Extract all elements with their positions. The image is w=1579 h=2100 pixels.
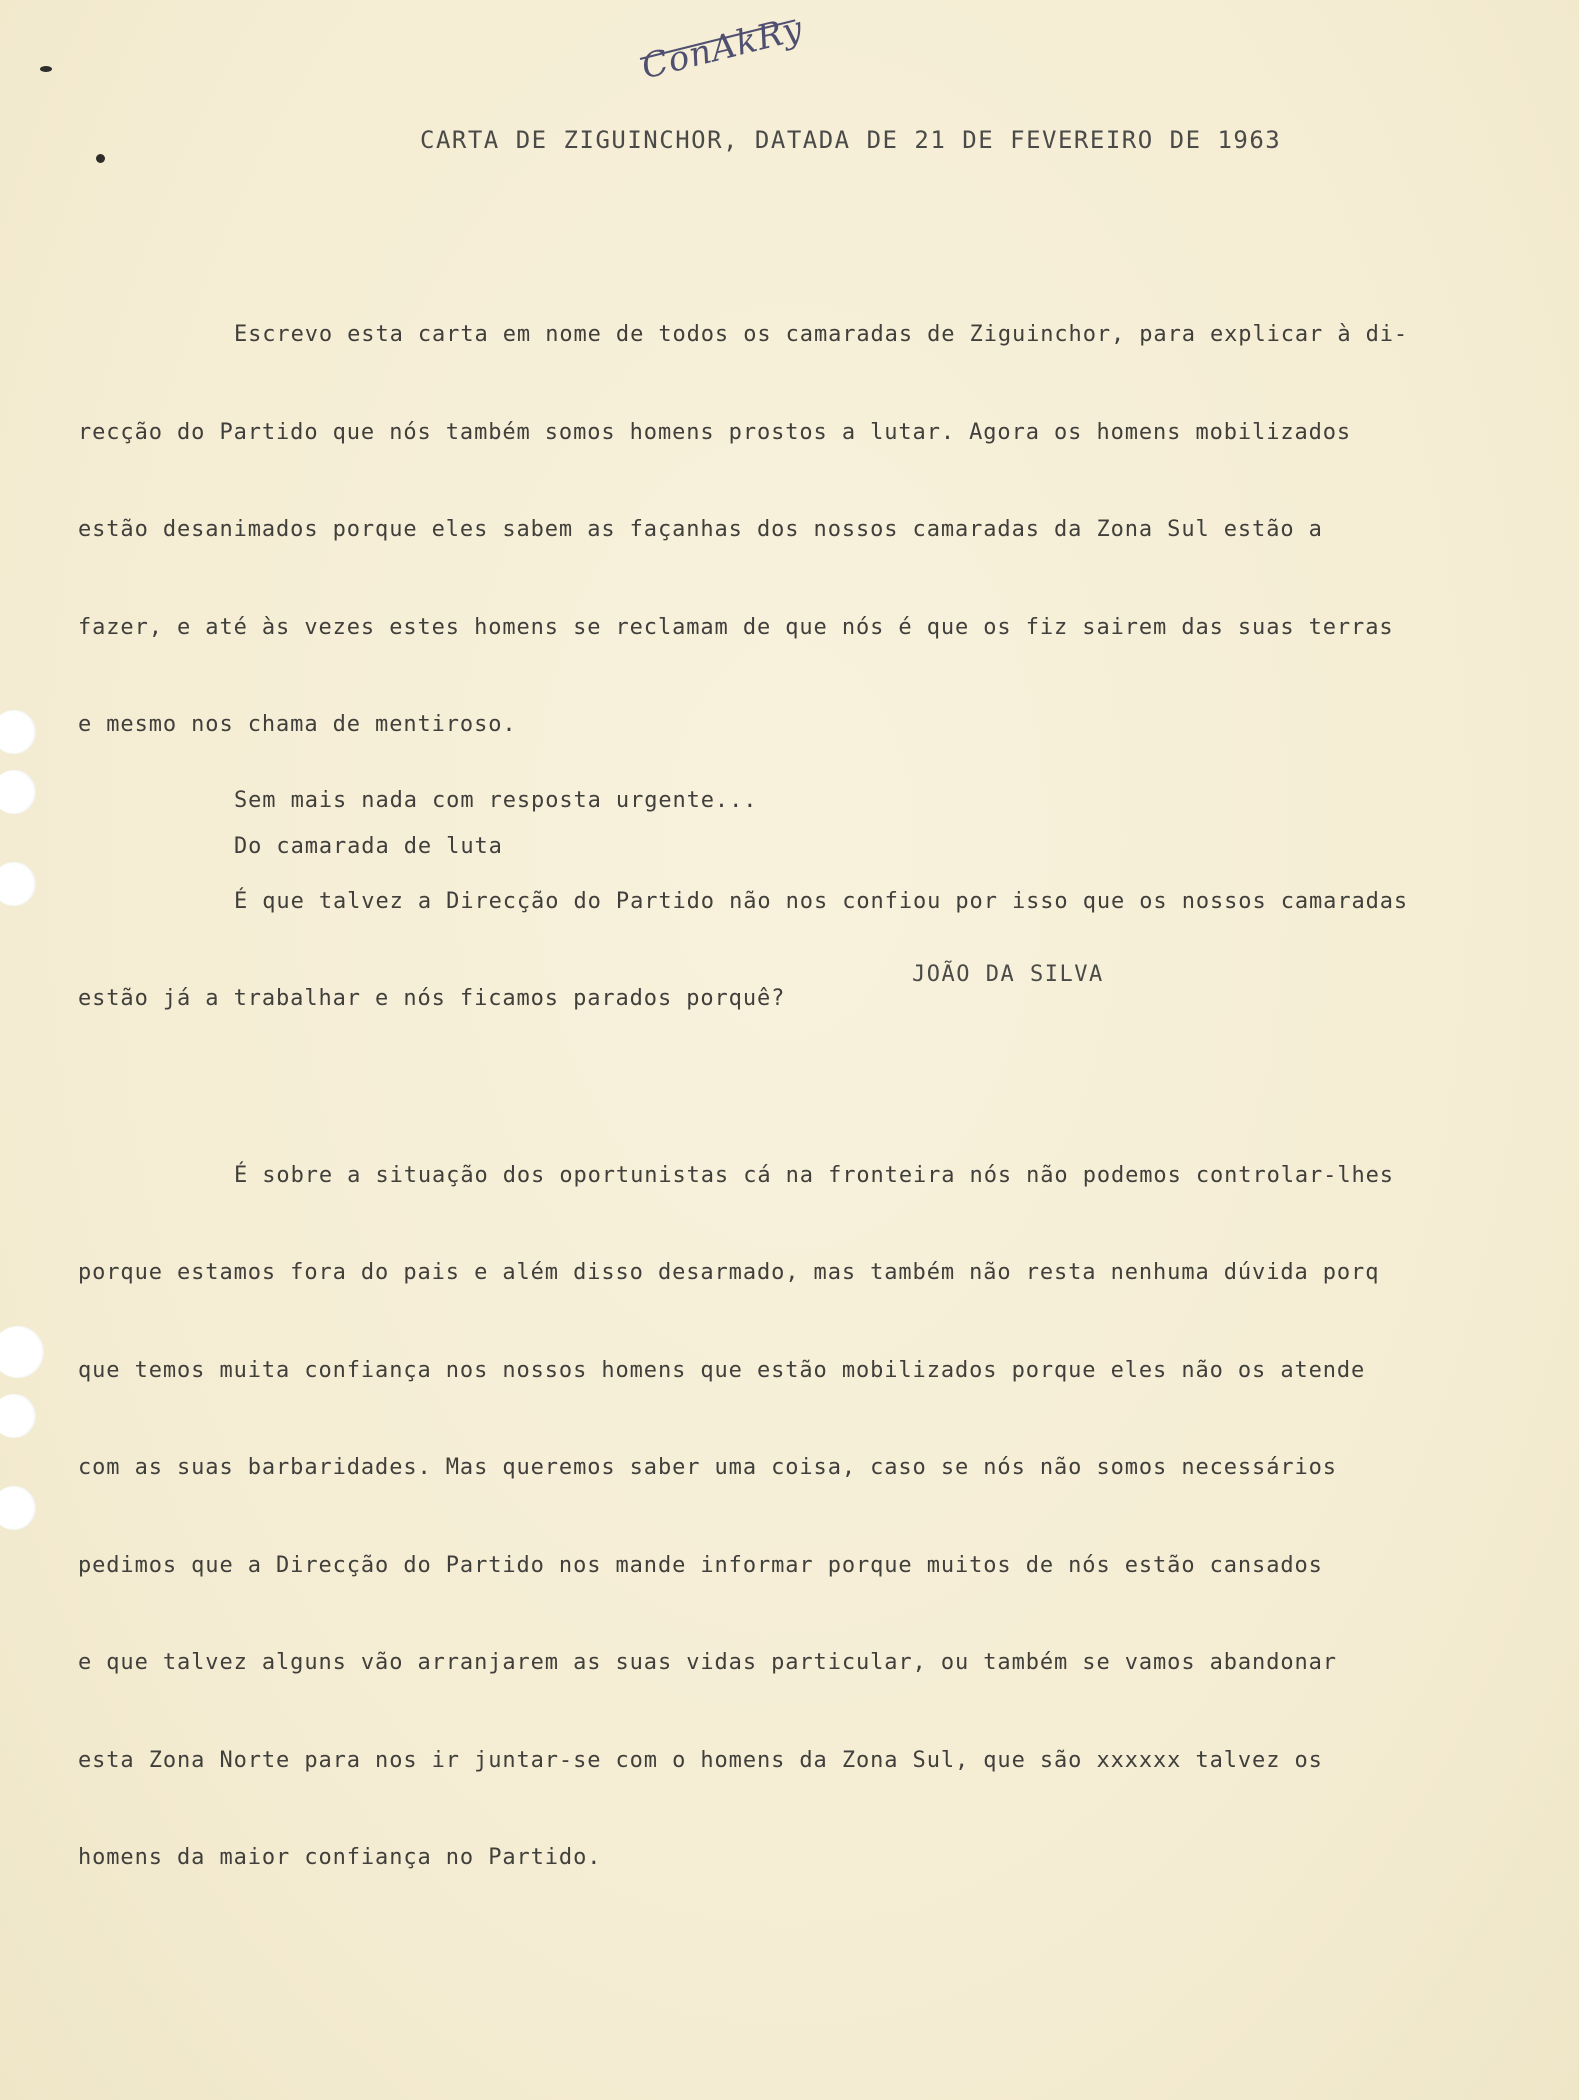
- handwritten-note: ConAkRy: [637, 8, 808, 88]
- text-line: homens da maior confiança no Partido.: [78, 1845, 602, 1870]
- letter-title: CARTA DE ZIGUINCHOR, DATADA DE 21 DE FEVEREIRO DE 1963: [420, 126, 1282, 154]
- punch-hole: [0, 1394, 36, 1438]
- text-line: e que talvez alguns vão arranjarem as suas vidas particular, ou também se vamos abandonar: [78, 1650, 1337, 1675]
- punch-hole: [0, 770, 36, 814]
- text-line: porque estamos fora do pais e além disso desarmado, mas também não resta nenhuma dúvida porq: [78, 1260, 1380, 1285]
- paragraph-2: [78, 821, 1538, 1081]
- punch-hole: [0, 1486, 36, 1530]
- signature: JOÃO DA SILVA: [912, 962, 1104, 987]
- text-line: É que talvez a Direcção do Partido não nos confiou por isso que os nossos camaradas: [234, 888, 1409, 914]
- punch-hole: [0, 1326, 44, 1378]
- text-line: É sobre a situação dos oportunistas cá na fronteira nós não podemos controlar-lhes: [234, 1162, 1394, 1188]
- text-line: estão já a trabalhar e nós ficamos parados porquê?: [78, 986, 786, 1011]
- paragraph-3: [78, 1095, 1538, 1940]
- text-line: estão desanimados porque eles sabem as façanhas dos nossos camaradas da Zona Sul estão a: [78, 517, 1323, 542]
- text-line: com as suas barbaridades. Mas queremos saber uma coisa, caso se nós não somos necessários: [78, 1455, 1337, 1480]
- paragraph-1: [78, 254, 1538, 807]
- text-line: esta Zona Norte para nos ir juntar-se com o homens da Zona Sul, que são xxxxxx talvez os: [78, 1747, 1323, 1773]
- letter-body: [78, 254, 1538, 1954]
- text-line: pedimos que a Direcção do Partido nos mande informar porque muitos de nós estão cansados: [78, 1552, 1323, 1578]
- text-line: recção do Partido que nós também somos homens prostos a lutar. Agora os homens mobilizados: [78, 419, 1352, 445]
- text-line: e mesmo nos chama de mentiroso.: [78, 712, 517, 737]
- closing-line-2: Do camarada de luta: [234, 834, 503, 859]
- text-line: que temos muita confiança nos nossos homens que estão mobilizados porque eles não os atende: [78, 1357, 1366, 1383]
- punch-hole: [0, 710, 36, 754]
- text-line: fazer, e até às vezes estes homens se reclamam de que nós é que os fiz sairem das suas terras: [78, 614, 1394, 640]
- text-line: Escrevo esta carta em nome de todos os camaradas de Ziguinchor, para explicar à di-: [234, 322, 1409, 347]
- punch-hole: [0, 862, 36, 906]
- ink-speck: [96, 154, 105, 163]
- ink-speck: [40, 66, 52, 72]
- closing-line-1: Sem mais nada com resposta urgente...: [234, 788, 758, 813]
